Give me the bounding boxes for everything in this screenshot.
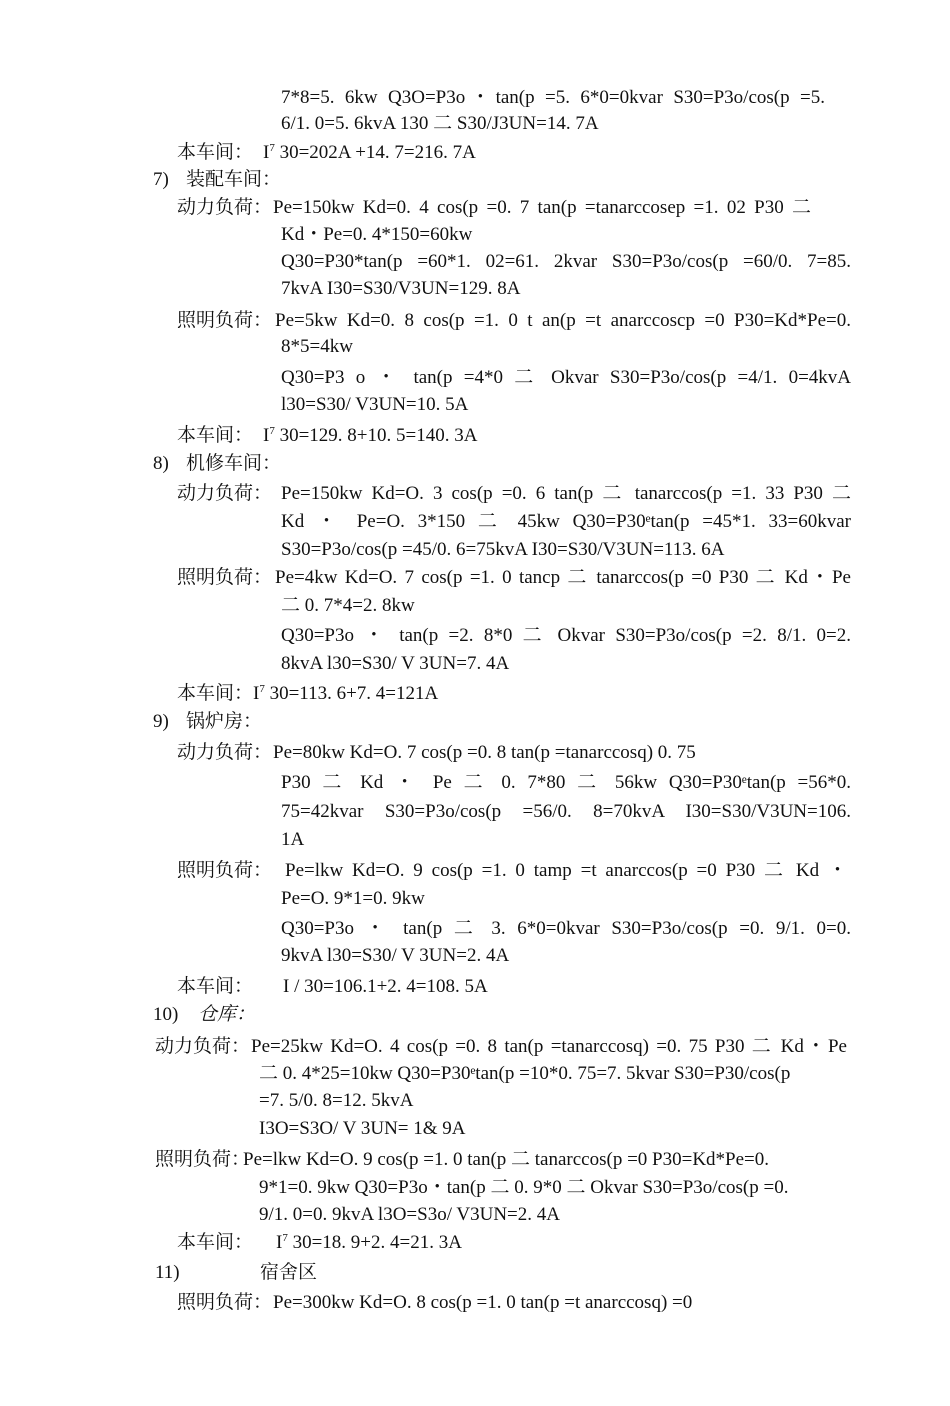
text-line: 9*1=0. 9kw Q30=P3o・tan(p 二 0. 9*0 二 Okvar S30=P3o/cos(p =0.	[259, 1177, 789, 1198]
section-number: 7)	[153, 169, 169, 190]
workshop-total-label: 本车间：	[177, 683, 254, 704]
section-number: 8)	[153, 453, 169, 474]
power-load-label: 动力负荷：	[155, 1036, 251, 1057]
text-line: Pe=150kw Kd=O. 3 cos(p =0. 6 tan(p 二 tanarccos(p =1. 33 P30 二	[281, 483, 851, 504]
workshop-total-label: 本车间：	[177, 142, 254, 163]
text-line: Kd・Pe=0. 4*150=60kw	[281, 224, 473, 245]
section-title: 装配车间：	[186, 169, 282, 190]
text-line: Q30=P3o ・ tan(p 二 3. 6*0=0kvar S30=P3o/cos(p =0. 9/1. 0=0.	[281, 918, 851, 939]
workshop-total-label: 本车间：	[177, 976, 254, 997]
section-number: 11)	[155, 1262, 180, 1283]
workshop-total-label: 本车间：	[177, 1232, 254, 1253]
text-line: 8kvA l30=S30/ V 3UN=7. 4A	[281, 653, 510, 674]
section-title: 宿舍区	[260, 1262, 318, 1283]
text-line: Q30=P3o ・ tan(p =2. 8*0 二 Okvar S30=P3o/cos(p =2. 8/1. 0=2.	[281, 625, 851, 646]
section-title: 锅炉房：	[186, 711, 263, 732]
text-line: Pe=O. 9*1=0. 9kw	[281, 888, 425, 909]
workshop-total-label: 本车间：	[177, 425, 254, 446]
text-line: Pe=4kw Kd=O. 7 cos(p =1. 0 tancp 二 tanarccos(p =0 P30 二 Kd・Pe	[275, 567, 851, 588]
workshop-total-value: $I^7$ 30=18. 9+2. 4=21. 3A	[276, 1232, 462, 1253]
text-line: S30=P3o/cos(p =45/0. 6=75kvA I30=S30/V3UN=113. 6A	[281, 539, 725, 560]
lighting-load-label: 照明负荷：	[177, 567, 273, 588]
text-line: Q30=P3 o ・ tan(p =4*0 二 Okvar S30=P3o/cos(p =4/1. 0=4kvA	[281, 367, 851, 388]
power-load-label: 动力负荷：	[177, 197, 273, 218]
workshop-total-value: $I^7$ 30=202A +14. 7=216. 7A	[263, 142, 476, 163]
lighting-load-label: 照明负荷：	[177, 860, 273, 881]
text-line: Kd ・ Pe=O. 3*150 二 45kw Q30=P30ᵉtan(p =45*1. 33=60kvar	[281, 511, 851, 532]
text-line: 8*5=4kw	[281, 336, 353, 357]
text-line: 9kvA l30=S30/ V 3UN=2. 4A	[281, 945, 510, 966]
lighting-load-label: 照明负荷：	[177, 310, 273, 331]
text-line: 二 0. 7*4=2. 8kw	[281, 595, 415, 616]
text-line: Pe=lkw Kd=O. 9 cos(p =1. 0 tan(p 二 tanarccos(p =0 P30=Kd*Pe=0.	[243, 1149, 770, 1170]
workshop-total-value: $I^7$ 30=113. 6+7. 4=121A	[253, 683, 439, 704]
section-number: 9)	[153, 711, 169, 732]
text-line: Pe=25kw Kd=O. 4 cos(p =0. 8 tan(p =tanarccosq) =0. 75 P30 二 Kd・Pe	[251, 1036, 847, 1057]
lighting-load-label: 照明负荷：	[155, 1149, 251, 1170]
text-line: =7. 5/0. 8=12. 5kvA	[259, 1090, 414, 1111]
lighting-load-label: 照明负荷：	[177, 1292, 273, 1313]
power-load-label: 动力负荷：	[177, 742, 273, 763]
text-line: Pe=lkw Kd=O. 9 cos(p =1. 0 tamp =t anarccos(p =0 P30 二 Kd ・	[285, 860, 847, 881]
power-load-label: 动力负荷：	[177, 483, 273, 504]
text-line: Q30=P30*tan(p =60*1. 02=61. 2kvar S30=P3o/cos(p =60/0. 7=85.	[281, 251, 851, 272]
workshop-total-value: $I^7$ 30=129. 8+10. 5=140. 3A	[263, 425, 478, 446]
text-line: 9/1. 0=0. 9kvA l3O=S3o/ V3UN=2. 4A	[259, 1204, 560, 1225]
section-title: 仓库：	[198, 1004, 256, 1025]
text-line: 75=42kvar S30=P3o/cos(p =56/0. 8=70kvA I30=S30/V3UN=106.	[281, 801, 851, 822]
section-number: 10)	[153, 1004, 179, 1025]
section-title: 机修车间：	[186, 453, 282, 474]
text-line: l30=S30/ V3UN=10. 5A	[281, 394, 469, 415]
text-line: I3O=S3O/ V 3UN= 1& 9A	[259, 1118, 466, 1139]
text-line: Pe=150kw Kd=0. 4 cos(p =0. 7 tan(p =tanarccosep =1. 02 P30 二	[273, 197, 811, 218]
text-line: Pe=80kw Kd=O. 7 cos(p =0. 8 tan(p =tanarccosq) 0. 75	[273, 742, 696, 763]
text-line: 1A	[281, 829, 305, 850]
workshop-total-value: I / 30=106.1+2. 4=108. 5A	[283, 976, 488, 997]
text-line: Pe=5kw Kd=0. 8 cos(p =1. 0 t an(p =t anarccoscp =0 P30=Kd*Pe=0.	[275, 310, 851, 331]
text-line: P30 二 Kd ・ Pe 二 0. 7*80 二 56kw Q30=P30ᵉtan(p =56*0.	[281, 772, 851, 793]
text-line: 7kvA I30=S30/V3UN=129. 8A	[281, 278, 521, 299]
text-line: Pe=300kw Kd=O. 8 cos(p =1. 0 tan(p =t anarccosq) =0	[273, 1292, 693, 1313]
text-line: 7*8=5. 6kw Q3O=P3o・tan(p =5. 6*0=0kvar S30=P3o/cos(p =5.	[281, 87, 825, 108]
text-line: 6/1. 0=5. 6kvA 130 二 S30/J3UN=14. 7A	[281, 113, 599, 134]
text-line: 二 0. 4*25=10kw Q30=P30ᵉtan(p =10*0. 75=7. 5kvar S30=P30/cos(p	[259, 1063, 791, 1084]
